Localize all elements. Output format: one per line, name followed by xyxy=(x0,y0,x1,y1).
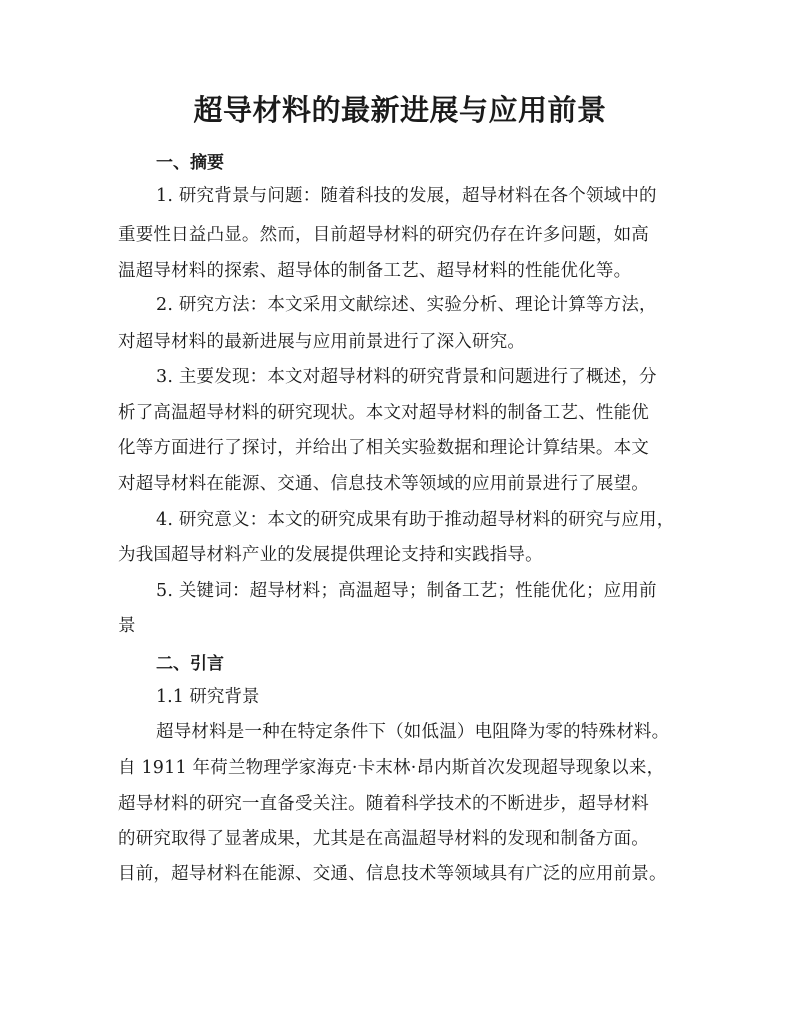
document-title: 超导材料的最新进展与应用前景 xyxy=(193,93,607,127)
abstract-line-2: 重要性日益凸显。然而，目前超导材料的研究仍存在许多问题，如高 xyxy=(118,225,649,245)
intro-line-5: 目前，超导材料在能源、交通、信息技术等领域具有广泛的应用前景。 xyxy=(118,864,667,884)
abstract-line-7: 析了高温超导材料的研究现状。本文对超导材料的制备工艺、性能优 xyxy=(118,403,649,423)
abstract-line-12: 5. 关键词：超导材料；高温超导；制备工艺；性能优化；应用前 xyxy=(156,581,657,601)
intro-line-4: 的研究取得了显著成果，尤其是在高温超导材料的发现和制备方面。 xyxy=(118,829,649,849)
abstract-line-1: 1. 研究背景与问题：随着科技的发展，超导材料在各个领域中的 xyxy=(156,186,657,206)
abstract-line-13: 景 xyxy=(118,616,136,636)
abstract-line-10: 4. 研究意义：本文的研究成果有助于推动超导材料的研究与应用， xyxy=(156,510,675,530)
abstract-line-3: 温超导材料的探索、超导体的制备工艺、超导材料的性能优化等。 xyxy=(118,261,632,281)
subsection-heading-research-background: 1.1 研究背景 xyxy=(156,687,260,707)
intro-line-3: 超导材料的研究一直备受关注。随着科学技术的不断进步，超导材料 xyxy=(118,794,649,814)
abstract-line-9: 对超导材料在能源、交通、信息技术等领域的应用前景进行了展望。 xyxy=(118,474,649,494)
abstract-line-11: 为我国超导材料产业的发展提供理论支持和实践指导。 xyxy=(118,545,543,565)
abstract-line-8: 化等方面进行了探讨，并给出了相关实验数据和理论计算结果。本文 xyxy=(118,438,649,458)
intro-line-2: 自 1911 年荷兰物理学家海克·卡末林·昂内斯首次发现超导现象以来， xyxy=(118,758,665,778)
section-heading-introduction: 二、引言 xyxy=(156,654,224,674)
abstract-line-5: 对超导材料的最新进展与应用前景进行了深入研究。 xyxy=(118,332,526,352)
intro-line-1: 超导材料是一种在特定条件下（如低温）电阻降为零的特殊材料。 xyxy=(156,722,670,742)
abstract-line-4: 2. 研究方法：本文采用文献综述、实验分析、理论计算等方法， xyxy=(156,295,657,315)
section-heading-abstract: 一、摘要 xyxy=(156,153,224,173)
abstract-line-6: 3. 主要发现：本文对超导材料的研究背景和问题进行了概述，分 xyxy=(156,367,657,387)
